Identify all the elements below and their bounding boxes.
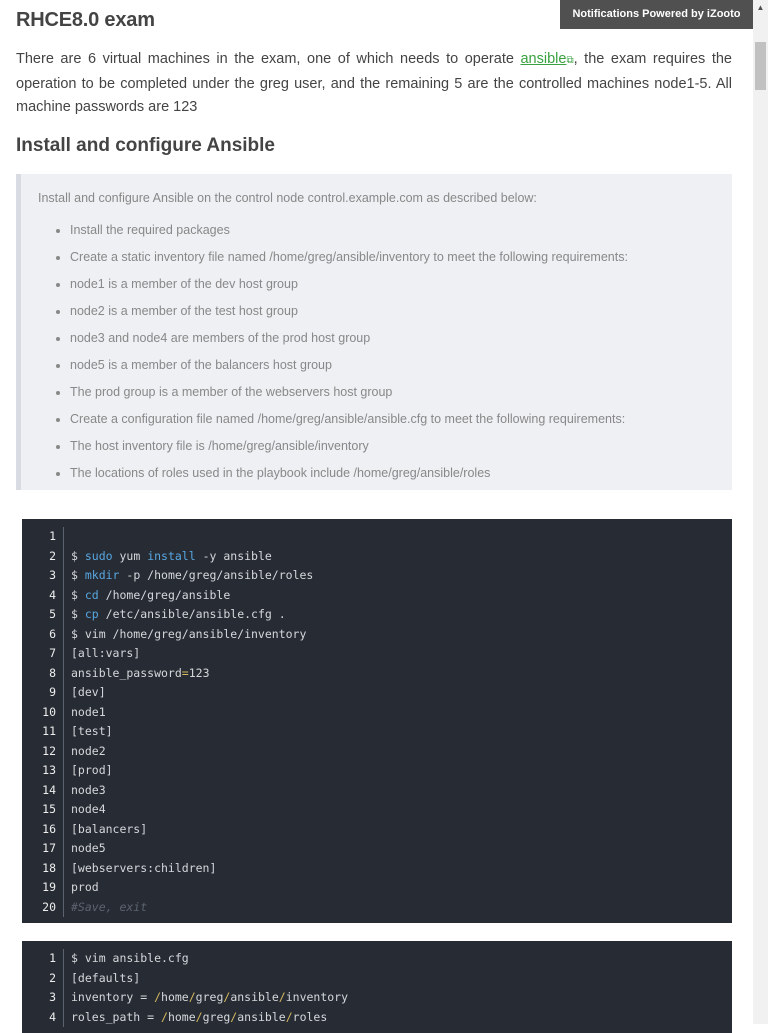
code-token: [prod] [71, 763, 113, 777]
code-token: [balancers] [71, 821, 148, 836]
code-line [22, 722, 732, 742]
page-title: RHCE8.0 exam [16, 9, 155, 31]
code-text [64, 605, 286, 625]
list-item: • The host inventory file is /home/greg/ansible/inventory [70, 433, 716, 460]
line-number: 6 [22, 625, 64, 645]
code-line [22, 1008, 732, 1028]
code-line [22, 859, 732, 879]
intro-text-after: , the exam requires the operation to be completed under the greg user, and the remaining 5 are the controlled machines node1-5. All machine passwords are 123 [16, 51, 732, 115]
code-text [64, 878, 99, 898]
line-number: 11 [22, 722, 64, 742]
code-text [64, 859, 216, 879]
code-line [22, 898, 732, 918]
code-line [22, 547, 732, 567]
code-line [22, 781, 732, 801]
list-item: • node2 is a member of the test host group [70, 298, 716, 325]
triangle-up-icon[interactable]: ▲ [756, 3, 765, 12]
code-token: yum [112, 548, 148, 563]
list-item: • Create a static inventory file named /home/greg/ansible/inventory to meet the following requirements: [70, 244, 716, 271]
list-item: • Create a configuration file named /home/greg/ansible/ansible.cfg to meet the following requirements: [70, 406, 716, 433]
code-token: $ [71, 548, 85, 563]
code-token: mkdir [84, 568, 120, 582]
list-item: • The locations of roles used in the playbook include /home/greg/ansible/roles [70, 460, 716, 487]
code-line [22, 644, 732, 664]
code-token: ansible [230, 990, 279, 1004]
code-text [64, 547, 272, 567]
code-token: / [223, 990, 231, 1004]
code-token: $ [71, 568, 85, 582]
code-token: prod [71, 880, 99, 894]
vertical-scrollbar[interactable] [753, 0, 768, 1024]
code-text [64, 722, 113, 742]
code-text [64, 586, 230, 606]
code-token: /home/greg/ansible [98, 587, 231, 602]
code-line [22, 988, 732, 1008]
code-text [64, 781, 106, 801]
code-token: home [161, 990, 189, 1004]
code-token: install [147, 548, 196, 563]
code-text [64, 527, 71, 547]
code-text [64, 800, 106, 820]
line-number: 12 [22, 742, 64, 762]
code-line [22, 761, 732, 781]
code-line [22, 625, 732, 645]
code-token: node4 [71, 802, 106, 816]
line-number: 8 [22, 664, 64, 684]
code-line [22, 878, 732, 898]
code-token: greg [195, 990, 224, 1004]
blockquote-lead: Install and configure Ansible on the control node control.example.com as described below: [38, 191, 537, 205]
code-token: [all:vars] [71, 646, 141, 660]
code-token: [test] [71, 724, 113, 738]
code-token: [dev] [71, 685, 106, 699]
code-token: ansible [237, 1009, 286, 1024]
code-line [22, 969, 732, 989]
line-number: 15 [22, 800, 64, 820]
code-token: sudo [84, 548, 113, 563]
code-token: inventory [285, 990, 349, 1004]
requirements-blockquote [16, 174, 732, 490]
list-item: • node1 is a member of the dev host group [70, 271, 716, 298]
code-token: greg [202, 1009, 231, 1024]
list-item: • node5 is a member of the balancers host group [70, 352, 716, 379]
code-text [64, 969, 140, 989]
code-token: $ [71, 607, 85, 621]
code-line [22, 586, 732, 606]
code-line [22, 605, 732, 625]
list-item: • node3 and node4 are members of the prod host group [70, 325, 716, 352]
code-line [22, 683, 732, 703]
code-text [64, 742, 106, 762]
line-number: 14 [22, 781, 64, 801]
code-text [64, 703, 106, 723]
line-number: 10 [22, 703, 64, 723]
code-line [22, 949, 732, 969]
scrollbar-thumb[interactable] [755, 42, 766, 90]
code-token: node5 [71, 841, 106, 855]
code-token: 123 [188, 665, 210, 680]
code-token: / [278, 990, 286, 1004]
code-line [22, 566, 732, 586]
intro-paragraph [16, 48, 732, 120]
code-token: node1 [71, 704, 106, 719]
line-number: 13 [22, 761, 64, 781]
list-item: • Install the required packages [70, 217, 716, 244]
code-token: node2 [71, 743, 106, 758]
line-number: 1 [22, 949, 64, 969]
code-token: roles [292, 1009, 328, 1024]
code-text [64, 839, 106, 859]
code-line [22, 820, 732, 840]
line-number: 16 [22, 820, 64, 840]
line-number: 2 [22, 547, 64, 567]
line-number: 18 [22, 859, 64, 879]
ansible-link[interactable] [520, 51, 566, 67]
external-link-icon: ⧉ [566, 55, 574, 66]
code-token: cd [84, 587, 99, 602]
code-text [64, 820, 147, 840]
line-number: 2 [22, 969, 64, 989]
line-number: 5 [22, 605, 64, 625]
code-text [64, 761, 113, 781]
line-number: 4 [22, 586, 64, 606]
line-number: 4 [22, 1008, 64, 1028]
code-token: $ [71, 587, 85, 602]
code-token: / [161, 1009, 168, 1024]
code-token: roles_path = [71, 1009, 162, 1024]
notifications-prefix: Notifications Powered by [572, 8, 707, 20]
ansible-link-text[interactable]: ansible [520, 51, 567, 67]
line-number: 1 [22, 527, 64, 547]
requirements-list [38, 217, 716, 487]
list-item: • The prod group is a member of the webservers host group [70, 379, 716, 406]
code-token: -p /home/greg/ansible/roles [119, 568, 314, 582]
line-number: 19 [22, 878, 64, 898]
notifications-badge[interactable] [560, 0, 753, 29]
line-number: 20 [22, 898, 64, 918]
code-line [22, 703, 732, 723]
code-text [64, 1008, 327, 1028]
code-token: / [230, 1009, 238, 1024]
line-number: 17 [22, 839, 64, 859]
code-token: ansible_password [71, 665, 182, 680]
code-token: -y ansible [195, 548, 272, 563]
notifications-brand: iZooto [706, 8, 741, 20]
line-number: 9 [22, 683, 64, 703]
code-text [64, 664, 210, 684]
code-line [22, 742, 732, 762]
code-token: node3 [71, 782, 106, 797]
code-text [64, 566, 313, 586]
code-token: #Save, exit [71, 899, 148, 914]
code-token: $ vim /home/greg/ansible/inventory [71, 626, 307, 641]
code-token: / [154, 990, 162, 1004]
code-text [64, 625, 306, 645]
code-block-inventory[interactable] [22, 519, 732, 923]
code-text [64, 683, 106, 703]
code-token: / [285, 1009, 293, 1024]
code-token: /etc/ansible/ansible.cfg . [98, 607, 286, 621]
code-token: / [188, 990, 196, 1004]
code-block-ansible-cfg[interactable] [22, 941, 732, 1033]
code-line [22, 800, 732, 820]
section-title: Install and configure Ansible [16, 135, 275, 156]
code-text [64, 949, 189, 969]
code-token: cp [84, 607, 99, 621]
line-number: 3 [22, 988, 64, 1008]
code-token: $ vim ansible.cfg [71, 951, 189, 965]
code-token: / [195, 1009, 203, 1024]
code-text [64, 644, 140, 664]
line-number: 3 [22, 566, 64, 586]
code-token: home [167, 1009, 196, 1024]
code-text [64, 988, 348, 1008]
code-text [64, 898, 147, 918]
code-line [22, 527, 732, 547]
code-token: inventory = [71, 990, 155, 1004]
intro-text-before: There are 6 virtual machines in the exam, one of which needs to operate [16, 51, 521, 67]
code-line [22, 839, 732, 859]
code-line [22, 664, 732, 684]
code-token: = [181, 665, 189, 680]
line-number: 7 [22, 644, 64, 664]
code-token: [defaults] [71, 970, 141, 985]
code-token: [webservers:children] [71, 860, 217, 875]
